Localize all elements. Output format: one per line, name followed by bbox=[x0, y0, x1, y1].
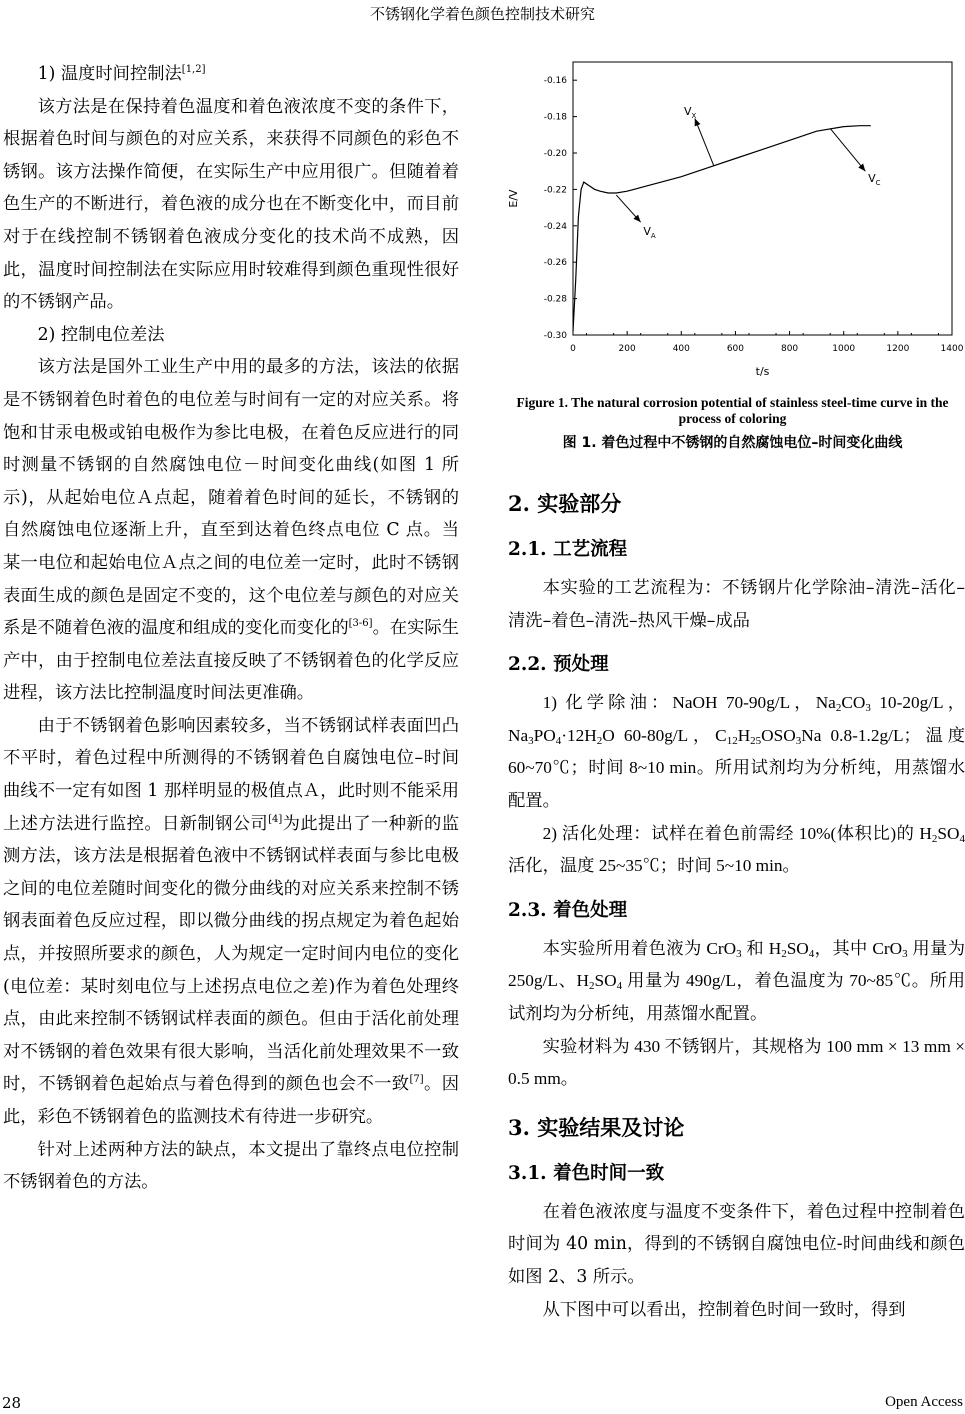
va-label: $V_A$ bbox=[643, 224, 656, 240]
left-column bbox=[3, 58, 459, 1199]
x-tick-label: 600 bbox=[726, 344, 745, 354]
paragraph: 由于不锈钢着色影响因素较多，当不锈钢试样表面凹凸不平时，着色过程中所测得的不锈钢着色自腐蚀电位–时间曲线不一定有如图 1 那样明显的极值点Ａ，此时则不能采用上述方法进行监控。日新制钢公司[4]为此提出了一种新的监测方法，该方法是根据着色液中不锈钢试样表面与参比电极之间的电位差随时间变化的微分曲线的对应关系来控制不锈钢表面着色反应过程，即以微分曲线的拐点规定为着色起始点，并按照所要求的颜色，人为规定一定时间内电位的变化(电位差：某时刻电位与上述拐点电位之差)作为着色处理终点，由此来控制不锈钢试样表面的颜色。但由于活化前处理对不锈钢的着色效果有很大影响，当活化前处理效果不一致时，不锈钢着色起始点与着色得到的颜色也会不一致[7]。因此，彩色不锈钢着色的监测技术有待进一步研究。 bbox=[3, 715, 459, 1127]
paragraph: 该方法是在保持着色温度和着色液浓度不变的条件下，根据着色时间与颜色的对应关系，来获得不同颜色的彩色不锈钢。该方法操作简便，在实际生产中应用很广。但随着着色生产的不断进行，着色液的成分也在不断变化中，而目前对于在线控制不锈钢着色液成分变化的技术尚不成熟，因此，温度时间控制法在实际应用时较难得到颜色重现性很好的不锈钢产品。 bbox=[3, 96, 459, 313]
paragraph: 从下图中可以看出，控制着色时间一致时，得到 bbox=[542, 1299, 906, 1320]
x-tick-label: 0 bbox=[570, 344, 576, 354]
x-tick-label: 200 bbox=[618, 344, 636, 354]
running-header: 不锈钢化学着色颜色控制技术研究 bbox=[369, 5, 595, 23]
subsection-heading: 2.3. 着色处理 bbox=[508, 899, 628, 921]
page-number: 28 bbox=[2, 1394, 22, 1412]
paragraph: 该方法是国外工业生产中用的最多的方法，该法的依据是不锈钢着色时着色的电位差与时间有一定的对应关系。将饱和甘汞电极或铂电极作为参比电极，在着色反应进行的同时测量不锈钢的自然腐蚀电位－时间变化曲线(如图 1 所示)，从起始电位Ａ点起，随着着色时间的延长，不锈钢的自然腐蚀电位逐渐上升，直至到达着色终点电位 C 点。当某一电位和起始电位Ａ点之间的电位差一定时，此时不锈钢表面生成的颜色是固定不变的，这个电位差与颜色的对应关系是不随着色液的温度和组成的变化而变化的[3-6]。在实际生产中，由于控制电位差法直接反映了不锈钢着色的化学反应进程，该方法比控制温度时间法更准确。 bbox=[3, 357, 459, 704]
vc-arrowhead bbox=[858, 164, 865, 172]
y-tick-label: -0.20 bbox=[543, 149, 567, 159]
section-heading: 2. 实验部分 bbox=[508, 491, 622, 516]
y-tick-label: -0.28 bbox=[543, 294, 567, 305]
subsection-heading: 2.1. 工艺流程 bbox=[508, 539, 628, 560]
y-tick-label: -0.30 bbox=[543, 331, 567, 341]
y-tick-label: -0.16 bbox=[543, 76, 567, 87]
series-line-e-t bbox=[573, 126, 871, 332]
paragraph: 实验材料为 430 不锈钢片，其规格为 100 mm × 13 mm × 0.5 mm。 bbox=[508, 1036, 965, 1089]
paragraph: 2) 活化处理：试样在着色前需经 10%(体积比)的 $H_2SO_4$ 活化，温度 25~35℃；时间 5~10 min。 bbox=[508, 823, 965, 876]
x-tick-label: 1400 bbox=[940, 344, 964, 354]
vc-label: $V_C$ bbox=[868, 172, 881, 188]
x-tick-label: 1000 bbox=[832, 344, 856, 354]
x-tick-label: 1200 bbox=[886, 344, 910, 354]
subsection-heading: 2.2. 预处理 bbox=[508, 654, 609, 676]
vc-arrow bbox=[830, 128, 865, 171]
figure-1-chart bbox=[500, 52, 965, 392]
y-tick-label: -0.18 bbox=[543, 112, 567, 123]
x-tick-label: 400 bbox=[672, 344, 690, 354]
paragraph: 针对上述两种方法的缺点，本文提出了靠终点电位控制不锈钢着色的方法。 bbox=[3, 1139, 459, 1193]
vx-arrow bbox=[695, 118, 714, 165]
figure-caption-zh: 图 1. 着色过程中不锈钢的自然腐蚀电位–时间变化曲线 bbox=[562, 435, 903, 451]
y-tick-label: -0.24 bbox=[543, 221, 567, 232]
subsection-heading: 3.1. 着色时间一致 bbox=[508, 1162, 665, 1184]
paragraph: 本实验所用着色液为 CrO$_3$ 和 $H_2SO_4$，其中 CrO$_3$ 用量为 250g/L、$H_2SO_4$ 用量为 490g/L，着色温度为 70~85℃。所用试剂均为分析纯，用蒸馏水配置。 bbox=[508, 938, 965, 1023]
subheading-temperature-time: 1) 温度时间控制法[1,2] bbox=[37, 64, 206, 84]
y-tick-label: -0.26 bbox=[543, 258, 567, 269]
section-heading: 3. 实验结果及讨论 bbox=[508, 1114, 685, 1140]
vx-label: $V_X$ bbox=[683, 104, 697, 120]
y-axis-label: E/V bbox=[507, 189, 520, 208]
plot-frame bbox=[573, 62, 952, 335]
x-tick-label: 800 bbox=[780, 344, 799, 354]
figure-caption-en: Figure 1. The natural corrosion potential of stainless steel-time curve in the process of coloring bbox=[516, 395, 949, 426]
y-tick-label: -0.22 bbox=[543, 185, 567, 196]
subheading-potential-difference: 2) 控制电位差法 bbox=[37, 324, 165, 345]
paragraph: 1) 化学除油：NaOH 70-90g/L，$Na_2CO_3$ 10-20g/L，$Na_3PO_4\cdot 12H_2O$ 60-80g/L，$C_{12}H_{25}OSO_3Na$ 0.8-1.2g/L；温度 60~70℃；时间 8~10 min。所用试剂均为分析纯，用蒸馏水配置。 bbox=[508, 693, 965, 810]
paragraph: 本实验的工艺流程为：不锈钢片化学除油–清洗–活化–清洗–着色–清洗–热风干燥–成品 bbox=[508, 578, 965, 631]
footer-journal: Open Access bbox=[885, 1394, 963, 1410]
x-axis-label: t/s bbox=[755, 365, 770, 378]
right-column bbox=[508, 480, 965, 1326]
paragraph: 在着色液浓度与温度不变条件下，着色过程中控制着色时间为 40 min，得到的不锈钢自腐蚀电位-时间曲线和颜色如图 2、3 所示。 bbox=[508, 1201, 965, 1287]
